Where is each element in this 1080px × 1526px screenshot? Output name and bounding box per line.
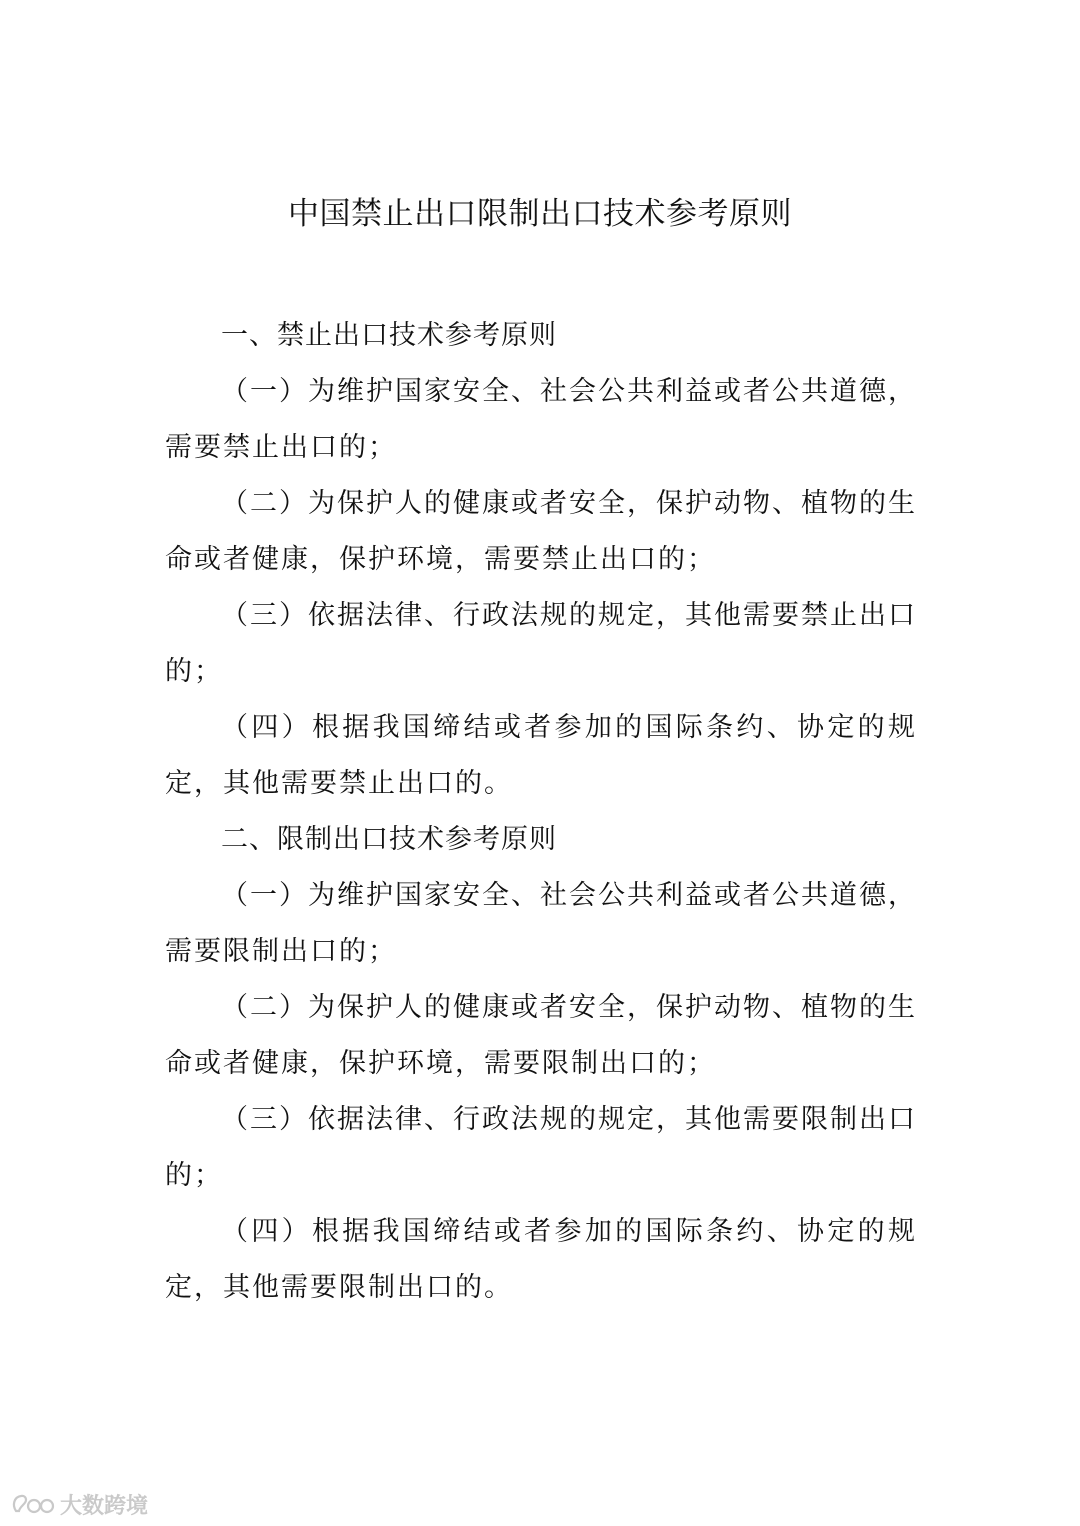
prohibited-item-1: （一）为维护国家安全、社会公共利益或者公共道德，需要禁止出口的； [165,376,917,463]
restricted-item-4: （四）根据我国缔结或者参加的国际条约、协定的规定，其他需要限制出口的。 [165,1216,917,1303]
prohibited-item-4: （四）根据我国缔结或者参加的国际条约、协定的规定，其他需要禁止出口的。 [165,712,917,799]
section-heading-prohibited: 一、禁止出口技术参考原则 [221,320,557,351]
restricted-item-3: （三）依据法律、行政法规的规定，其他需要限制出口的； [165,1104,917,1191]
watermark-text: 大数跨境 [60,1493,149,1519]
document-title: 中国禁止出口限制出口技术参考原则 [288,196,792,232]
watermark [10,1488,148,1520]
section-heading-restricted: 二、限制出口技术参考原则 [221,824,557,855]
prohibited-item-2: （二）为保护人的健康或者安全，保护动物、植物的生命或者健康，保护环境，需要禁止出口的； [165,488,917,575]
restricted-item-1: （一）为维护国家安全、社会公共利益或者公共道德，需要限制出口的； [165,880,917,967]
brand-logo-icon [10,1491,56,1517]
document-body [165,308,917,1316]
prohibited-item-3: （三）依据法律、行政法规的规定，其他需要禁止出口的； [165,600,917,687]
restricted-item-2: （二）为保护人的健康或者安全，保护动物、植物的生命或者健康，保护环境，需要限制出口的； [165,992,917,1079]
